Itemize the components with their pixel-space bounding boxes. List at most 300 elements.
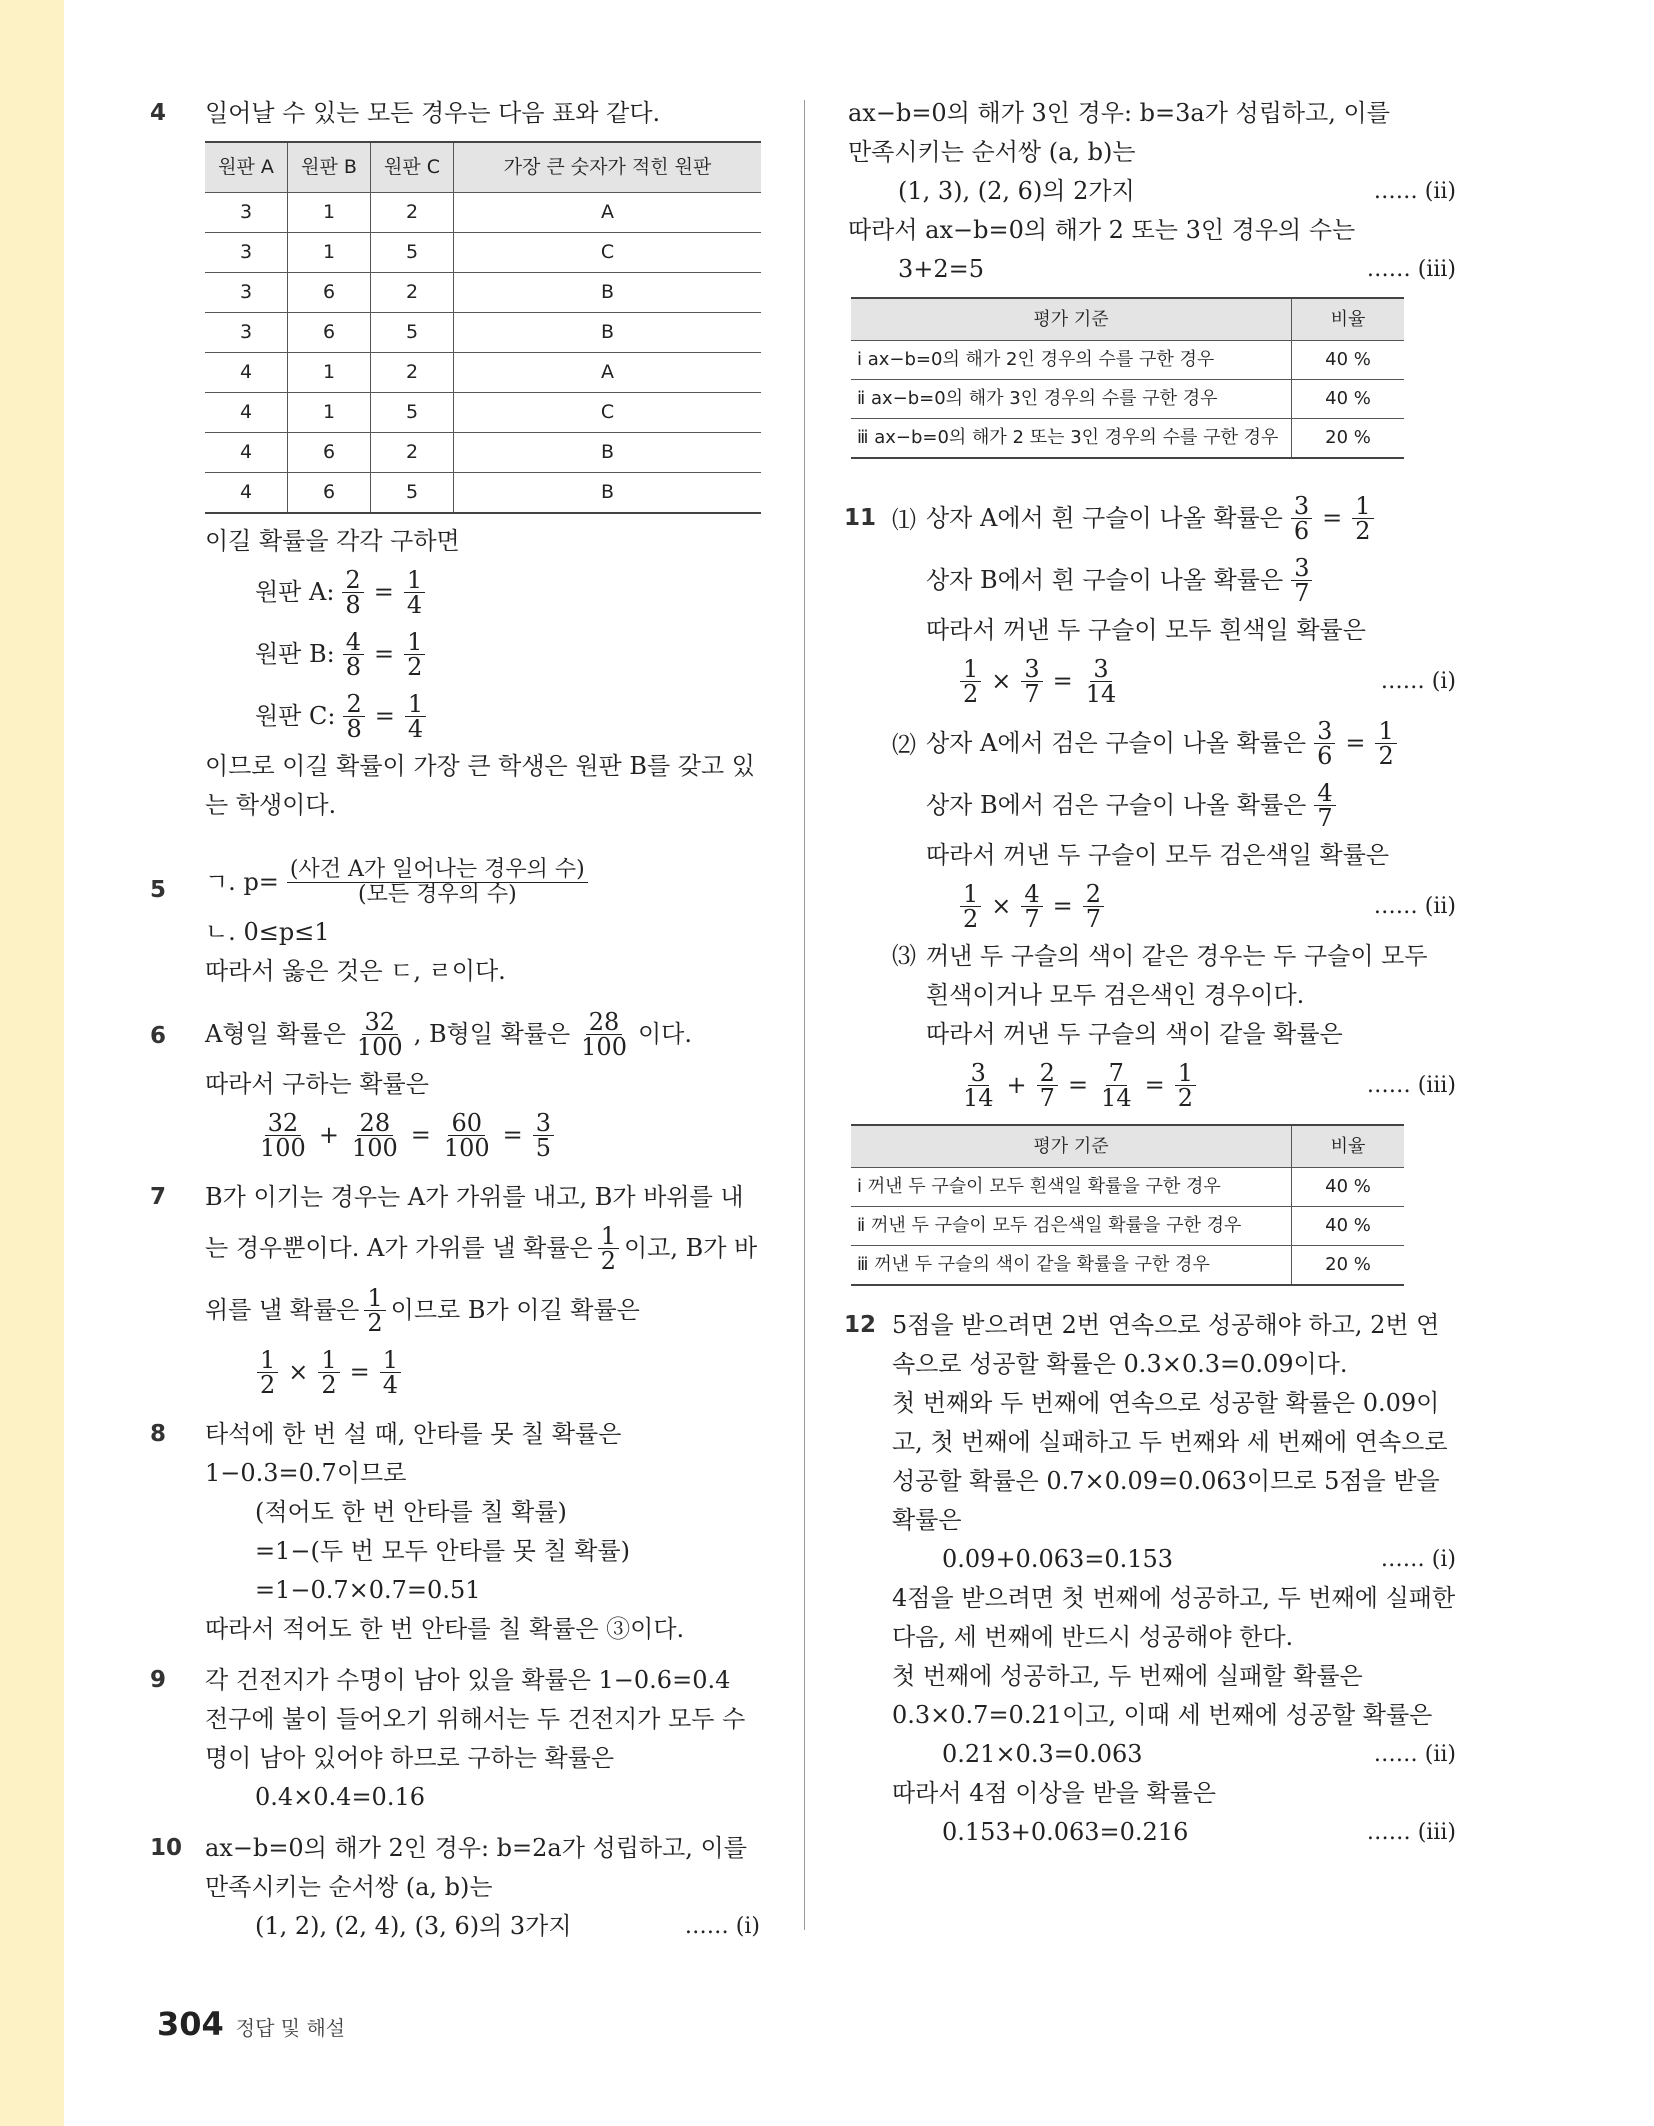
denominator: 4: [382, 1370, 399, 1399]
text-run: 0.153+0.063=0.216: [942, 1818, 1189, 1846]
table-header: 원판 C: [371, 142, 454, 193]
step-marker: …… (ⅲ): [1366, 1072, 1456, 1098]
table-row: [851, 380, 1404, 419]
step-marker: …… (ⅲ): [1366, 257, 1456, 282]
denominator: 14: [963, 1083, 994, 1112]
text-line: 이므로 이길 확률이 가장 큰 학생은 원판 B를 갖고 있: [205, 752, 755, 780]
denominator: 2: [367, 1308, 383, 1337]
table-cell: 2: [371, 193, 454, 233]
text-line: 따라서 옳은 것은 ㄷ, ㄹ이다.: [205, 957, 506, 985]
numerator: 1: [318, 1348, 339, 1373]
text-run: 상자 A에서 검은 구슬이 나올 확률은: [926, 728, 1307, 757]
text-line: 따라서 꺼낸 두 구슬의 색이 같을 확률은: [926, 1020, 1343, 1048]
problem-7: [150, 1178, 760, 1403]
table-cell: 3: [205, 313, 288, 353]
operator: =: [374, 701, 395, 730]
numerator: 3: [1291, 494, 1312, 519]
numerator: 7: [1106, 1061, 1127, 1086]
text-line: 따라서 4점 이상을 받을 확률은: [892, 1779, 1216, 1807]
step-marker: …… (ⅱ): [1373, 179, 1456, 204]
fraction: [343, 689, 364, 743]
fraction: [354, 1007, 406, 1061]
numerator: 2: [342, 568, 363, 593]
text-line: 는 학생이다.: [205, 791, 337, 819]
fraction: [1352, 491, 1373, 545]
text-line: 1−0.3=0.7이므로: [205, 1459, 407, 1487]
table-cell: 1: [288, 393, 371, 433]
equation-row: [892, 650, 1456, 712]
column-divider: [804, 100, 805, 1930]
text-line: 흰색이거나 모두 검은색인 경우이다.: [926, 981, 1305, 1009]
equation: [892, 487, 1456, 549]
text-line: 명이 남아 있어야 하므로 구하는 확률은: [205, 1744, 615, 1772]
numerator: 1: [1375, 719, 1396, 744]
text-line: 4점을 받으려면 첫 번째에 성공하고, 두 번째에 실패한: [892, 1584, 1456, 1612]
fraction: [349, 1108, 401, 1162]
text-run: 3+2=5: [898, 255, 985, 283]
fraction: [598, 1221, 619, 1275]
text-line: ax−b=0의 해가 2인 경우: b=2a가 성립하고, 이를: [205, 1834, 747, 1862]
table-cell: 1: [288, 353, 371, 393]
right-column: [844, 94, 1456, 1864]
denominator: 8: [345, 590, 361, 619]
denominator: 6: [1293, 516, 1310, 545]
equation-row: [892, 1054, 1456, 1116]
problem-6: [150, 1003, 760, 1166]
problem-10-continued: [848, 94, 1456, 459]
operator: =: [1052, 891, 1073, 920]
outcome-table: [205, 141, 761, 514]
subpart-label: ⑴: [892, 506, 916, 534]
problem-number: 4: [150, 100, 167, 126]
text-line: [848, 172, 1456, 211]
operator: +: [318, 1120, 339, 1149]
fraction: [960, 654, 981, 708]
problem-10: [150, 1829, 760, 1946]
fraction: [1291, 553, 1312, 607]
criterion-cell: ⅲ 꺼낸 두 구슬의 색이 같을 확률을 구한 경우: [851, 1246, 1292, 1286]
numerator: 1: [1175, 1061, 1196, 1086]
denominator: 2: [1177, 1083, 1193, 1112]
page-footer: [157, 2005, 345, 2043]
text-line: 이길 확률을 각각 구하면: [205, 527, 460, 555]
operator: =: [373, 577, 394, 606]
text-line: 따라서 구하는 확률은: [205, 1070, 429, 1098]
table-row: [205, 393, 761, 433]
step-marker: …… (ⅱ): [1373, 1742, 1456, 1767]
fraction: [364, 1283, 385, 1337]
fraction: [1083, 879, 1104, 933]
table-cell: 1: [288, 233, 371, 273]
subpart-label: ⑶: [892, 942, 916, 970]
text-line: 속으로 성공할 확률은 0.3×0.3=0.09이다.: [892, 1350, 1348, 1378]
table-cell: C: [454, 393, 762, 433]
equation: [205, 1279, 760, 1341]
numerator: 1: [960, 882, 981, 907]
text-run: A형일 확률은: [205, 1019, 346, 1048]
text-run: (1, 2), (2, 4), (3, 6)의 3가지: [255, 1912, 572, 1940]
operator: =: [349, 1357, 370, 1386]
numerator: 4: [1021, 882, 1042, 907]
fraction: [441, 1108, 493, 1162]
numerator: 3: [533, 1111, 554, 1136]
equation: [205, 851, 760, 913]
text-line: 따라서 꺼낸 두 구슬이 모두 검은색일 확률은: [926, 841, 1390, 869]
denominator: 7: [1024, 679, 1040, 708]
equation: [205, 1341, 760, 1403]
denominator: 100: [351, 1133, 398, 1162]
ratio-cell: 20 %: [1292, 419, 1405, 459]
equation: [205, 1104, 760, 1166]
numerator: 1: [1352, 494, 1373, 519]
table-header-row: [851, 1125, 1404, 1168]
numerator: 1: [364, 1286, 385, 1311]
denominator: 4: [406, 590, 423, 619]
table-header: 원판 B: [288, 142, 371, 193]
criterion-cell: ⅲ ax−b=0의 해가 2 또는 3인 경우의 수를 구한 경우: [851, 419, 1292, 459]
numerator: 2: [1083, 882, 1104, 907]
table-cell: 5: [371, 233, 454, 273]
text-line: [892, 1813, 1456, 1852]
text-line: [848, 250, 1456, 289]
fraction: [1098, 1058, 1135, 1112]
text-run: 0.21×0.3=0.063: [942, 1740, 1143, 1768]
fraction: [318, 1345, 339, 1399]
operator: +: [1006, 1070, 1027, 1099]
text-line: 따라서 꺼낸 두 구슬이 모두 흰색일 확률은: [926, 616, 1366, 644]
numerator: 1: [257, 1348, 278, 1373]
numerator: 28: [586, 1010, 623, 1035]
text-line: ax−b=0의 해가 3인 경우: b=3a가 성립하고, 이를: [848, 99, 1390, 127]
table-cell: 6: [288, 273, 371, 313]
equation: [892, 549, 1456, 611]
table-cell: 2: [371, 353, 454, 393]
table-row: [851, 1168, 1404, 1207]
fraction: [1175, 1058, 1196, 1112]
text-run: (1, 3), (2, 6)의 2가지: [898, 177, 1135, 205]
criterion-cell: ⅰ ax−b=0의 해가 2인 경우의 수를 구한 경우: [851, 341, 1292, 380]
equation: [205, 561, 760, 623]
table-header: 평가 기준: [851, 298, 1292, 341]
numerator: 1: [404, 630, 425, 655]
operator: ×: [288, 1357, 309, 1386]
operator: =: [1144, 1070, 1165, 1099]
denominator: 2: [1355, 516, 1371, 545]
equation: [892, 774, 1456, 836]
problem-number: 12: [844, 1312, 877, 1338]
text-run: 는 경우뿐이다. A가 가위를 낼 확률은: [205, 1233, 593, 1262]
fraction: [342, 565, 363, 619]
denominator: 2: [600, 1246, 616, 1275]
problem-number: 11: [844, 505, 877, 531]
table-header-row: [205, 142, 761, 193]
operator: =: [1345, 728, 1366, 757]
text-run: 상자 B에서 흰 구슬이 나올 확률은: [926, 565, 1284, 594]
grading-criteria-table: [851, 1124, 1404, 1286]
criterion-cell: ⅱ ax−b=0의 해가 3인 경우의 수를 구한 경우: [851, 380, 1292, 419]
denominator: 100: [356, 1032, 403, 1061]
table-row: [205, 313, 761, 353]
text-line: 0.3×0.7=0.21이고, 이때 세 번째에 성공할 확률은: [892, 1701, 1433, 1729]
fraction: [960, 1058, 997, 1112]
text-line: 만족시키는 순서쌍 (a, b)는: [848, 138, 1136, 166]
table-cell: 5: [371, 313, 454, 353]
table-cell: B: [454, 473, 762, 514]
criterion-cell: ⅰ 꺼낸 두 구슬이 모두 흰색일 확률을 구한 경우: [851, 1168, 1292, 1207]
text-run: 위를 낼 확률은: [205, 1295, 360, 1324]
table-header: 가장 큰 숫자가 적힌 원판: [454, 142, 762, 193]
table-row: [851, 419, 1404, 459]
numerator: 2: [1037, 1061, 1058, 1086]
numerator: 3: [968, 1061, 989, 1086]
fraction: [533, 1108, 554, 1162]
text-line: =1−0.7×0.7=0.51: [255, 1576, 481, 1604]
table-cell: B: [454, 433, 762, 473]
text-run: 꺼낸 두 구슬의 색이 같은 경우는 두 구슬이 모두: [926, 942, 1428, 970]
problem-12: [844, 1306, 1456, 1852]
denominator: 7: [1294, 578, 1310, 607]
denominator: 2: [963, 904, 979, 933]
denominator: 2: [321, 1370, 337, 1399]
numerator: 3: [1021, 657, 1042, 682]
fraction: [1037, 1058, 1058, 1112]
text-line: [892, 937, 1456, 976]
table-cell: 5: [371, 393, 454, 433]
numerator: 1: [404, 568, 425, 593]
fraction: [1314, 716, 1335, 770]
numerator: 1: [405, 692, 426, 717]
equation: [205, 1003, 760, 1065]
table-header: 원판 A: [205, 142, 288, 193]
text-line: 다음, 세 번째에 반드시 성공해야 한다.: [892, 1623, 1294, 1651]
table-cell: A: [454, 353, 762, 393]
text-line: [892, 1540, 1456, 1579]
denominator: 100: [443, 1133, 490, 1162]
denominator: 14: [1101, 1083, 1132, 1112]
equation: [892, 712, 1456, 774]
table-header: 평가 기준: [851, 1125, 1292, 1168]
fraction: [578, 1007, 630, 1061]
table-row: [205, 473, 761, 514]
operator: =: [1322, 503, 1343, 532]
page-number: 304: [157, 2005, 224, 2043]
table-row: [205, 233, 761, 273]
text-line: 첫 번째에 성공하고, 두 번째에 실패할 확률은: [892, 1662, 1363, 1690]
denominator: 100: [581, 1032, 627, 1061]
text-line: 성공할 확률은 0.7×0.09=0.063이므로 5점을 받을: [892, 1467, 1440, 1495]
problem-11: [844, 477, 1456, 1286]
text-run: 상자 B에서 검은 구슬이 나올 확률은: [926, 790, 1307, 819]
table-cell: 2: [371, 433, 454, 473]
table-cell: C: [454, 233, 762, 273]
ratio-cell: 40 %: [1292, 380, 1405, 419]
numerator: 2: [343, 692, 364, 717]
fraction: [405, 689, 426, 743]
denominator: 2: [260, 1370, 276, 1399]
grading-criteria-table: [851, 297, 1404, 459]
text-line: 만족시키는 순서쌍 (a, b)는: [205, 1873, 493, 1901]
numerator: 1: [380, 1348, 401, 1373]
table-row: [205, 433, 761, 473]
text-line: (적어도 한 번 안타를 칠 확률): [255, 1498, 567, 1526]
eq-label: 원판 C:: [255, 701, 336, 730]
text-run: 이다.: [637, 1019, 692, 1048]
text-line: 일어날 수 있는 모든 경우는 다음 표와 같다.: [205, 99, 661, 127]
text-line: 따라서 ax−b=0의 해가 2 또는 3인 경우의 수는: [848, 216, 1356, 244]
eq-label: 원판 A:: [255, 577, 335, 606]
denominator: 7: [1085, 904, 1102, 933]
fraction: [343, 627, 364, 681]
equation: [958, 875, 1106, 937]
text-run: 0.09+0.063=0.153: [942, 1545, 1174, 1573]
denominator: 7: [1039, 1083, 1055, 1112]
table-cell: 4: [205, 433, 288, 473]
text-run: 이므로 B가 이길 확률은: [390, 1295, 640, 1324]
eq-label: ㄱ. p=: [205, 867, 279, 896]
problem-4: [150, 94, 760, 825]
fraction: [1083, 654, 1120, 708]
equation: [205, 685, 760, 747]
table-header: 비율: [1292, 1125, 1405, 1168]
operator: =: [1052, 666, 1073, 695]
problem-number: 8: [150, 1421, 167, 1447]
equation: [205, 623, 760, 685]
text-line: 타석에 한 번 설 때, 안타를 못 칠 확률은: [205, 1420, 622, 1448]
table-cell: 3: [205, 193, 288, 233]
table-cell: 4: [205, 473, 288, 514]
operator: =: [374, 639, 395, 668]
numerator: 32: [362, 1010, 399, 1035]
problem-9: [150, 1661, 760, 1817]
fraction: [1375, 716, 1396, 770]
operator: =: [502, 1120, 523, 1149]
fraction: [404, 627, 425, 681]
text-line: 고, 첫 번째에 실패하고 두 번째와 세 번째에 연속으로: [892, 1428, 1448, 1456]
table-cell: 3: [205, 273, 288, 313]
table-cell: 3: [205, 233, 288, 273]
page-edge-bar: [0, 0, 64, 2126]
numerator: 1: [960, 657, 981, 682]
table-cell: 6: [288, 433, 371, 473]
table-cell: 1: [288, 193, 371, 233]
text-line: 첫 번째와 두 번째에 연속으로 성공할 확률은 0.09이: [892, 1389, 1440, 1417]
operator: ×: [991, 666, 1012, 695]
text-line: [205, 1907, 760, 1946]
equation: [205, 1217, 760, 1279]
fraction: [1291, 491, 1312, 545]
text-line: 전구에 불이 들어오기 위해서는 두 건전지가 모두 수: [205, 1705, 746, 1733]
text-line: ㄴ. 0≤p≤1: [205, 918, 330, 946]
denominator: 100: [260, 1133, 306, 1162]
criterion-cell: ⅱ 꺼낸 두 구슬이 모두 검은색일 확률을 구한 경우: [851, 1207, 1292, 1246]
operator: =: [1067, 1070, 1089, 1099]
equation: [958, 1054, 1198, 1116]
text-run: 이고, B가 바: [623, 1233, 758, 1262]
numerator: 3: [1314, 719, 1335, 744]
table-row: [851, 1246, 1404, 1286]
eq-label: 원판 B:: [255, 639, 335, 668]
denominator: 2: [963, 679, 979, 708]
table-cell: 4: [205, 353, 288, 393]
denominator: 8: [345, 652, 362, 681]
text-line: B가 이기는 경우는 A가 가위를 내고, B가 바위를 내: [205, 1183, 744, 1211]
table-row: [205, 353, 761, 393]
text-line: 5점을 받으려면 2번 연속으로 성공해야 하고, 2번 연: [892, 1311, 1440, 1339]
fraction: [257, 1108, 309, 1162]
numerator: 4: [343, 630, 364, 655]
table-row: [205, 193, 761, 233]
text-line: 0.4×0.4=0.16: [255, 1783, 425, 1811]
denominator: 4: [407, 714, 424, 743]
text-line: [892, 1735, 1456, 1774]
ratio-cell: 40 %: [1292, 341, 1405, 380]
numerator: 28: [357, 1111, 394, 1136]
table-cell: 6: [288, 473, 371, 514]
problem-5: [150, 837, 760, 991]
table-row: [851, 1207, 1404, 1246]
fraction: [404, 565, 425, 619]
numerator: 32: [265, 1111, 302, 1136]
text-line: 따라서 적어도 한 번 안타를 칠 확률은 ③이다.: [205, 1615, 685, 1643]
table-cell: 5: [371, 473, 454, 514]
denominator: 2: [407, 652, 423, 681]
numerator: (사건 A가 일어나는 경우의 수): [287, 858, 588, 883]
text-run: , B형일 확률은: [413, 1019, 571, 1048]
equation: [958, 650, 1121, 712]
left-column: [150, 94, 760, 1958]
numerator: 60: [448, 1111, 485, 1136]
table-row: [205, 273, 761, 313]
table-header: 비율: [1292, 298, 1405, 341]
table-cell: A: [454, 193, 762, 233]
denominator: 6: [1317, 741, 1333, 770]
subpart-label: ⑵: [892, 731, 916, 759]
denominator: 5: [535, 1133, 552, 1162]
problem-11-body: [844, 487, 1456, 1116]
table-header-row: [851, 298, 1404, 341]
problem-number: 5: [150, 877, 167, 903]
footer-label: 정답 및 해설: [235, 2016, 346, 2040]
problem-number: 7: [150, 1184, 167, 1210]
problem-8: [150, 1415, 760, 1649]
equation-row: [892, 875, 1456, 937]
ratio-cell: 40 %: [1292, 1168, 1405, 1207]
step-marker: …… (ⅱ): [1373, 893, 1456, 919]
step-marker: …… (ⅰ): [684, 1914, 760, 1939]
text-line: =1−(두 번 모두 안타를 못 칠 확률): [255, 1537, 631, 1565]
fraction: [1314, 778, 1335, 832]
denominator: 8: [346, 714, 362, 743]
problem-number: 9: [150, 1667, 167, 1693]
fraction: [257, 1345, 278, 1399]
table-cell: B: [454, 313, 762, 353]
ratio-cell: 40 %: [1292, 1207, 1405, 1246]
fraction: [1021, 879, 1042, 933]
text-line: 각 건전지가 수명이 남아 있을 확률은 1−0.6=0.4: [205, 1666, 731, 1694]
problem-number: 6: [150, 1023, 167, 1049]
table-cell: 4: [205, 393, 288, 433]
denominator: 7: [1024, 904, 1040, 933]
problem-number: 10: [150, 1835, 183, 1861]
operator: ×: [991, 891, 1012, 920]
table-row: [851, 341, 1404, 380]
step-marker: …… (ⅰ): [1380, 668, 1456, 694]
ratio-cell: 20 %: [1292, 1246, 1405, 1286]
fraction: [960, 879, 981, 933]
table-cell: 2: [371, 273, 454, 313]
denominator: (모든 경우의 수): [357, 881, 517, 907]
text-run: 상자 A에서 흰 구슬이 나올 확률은: [926, 503, 1283, 532]
